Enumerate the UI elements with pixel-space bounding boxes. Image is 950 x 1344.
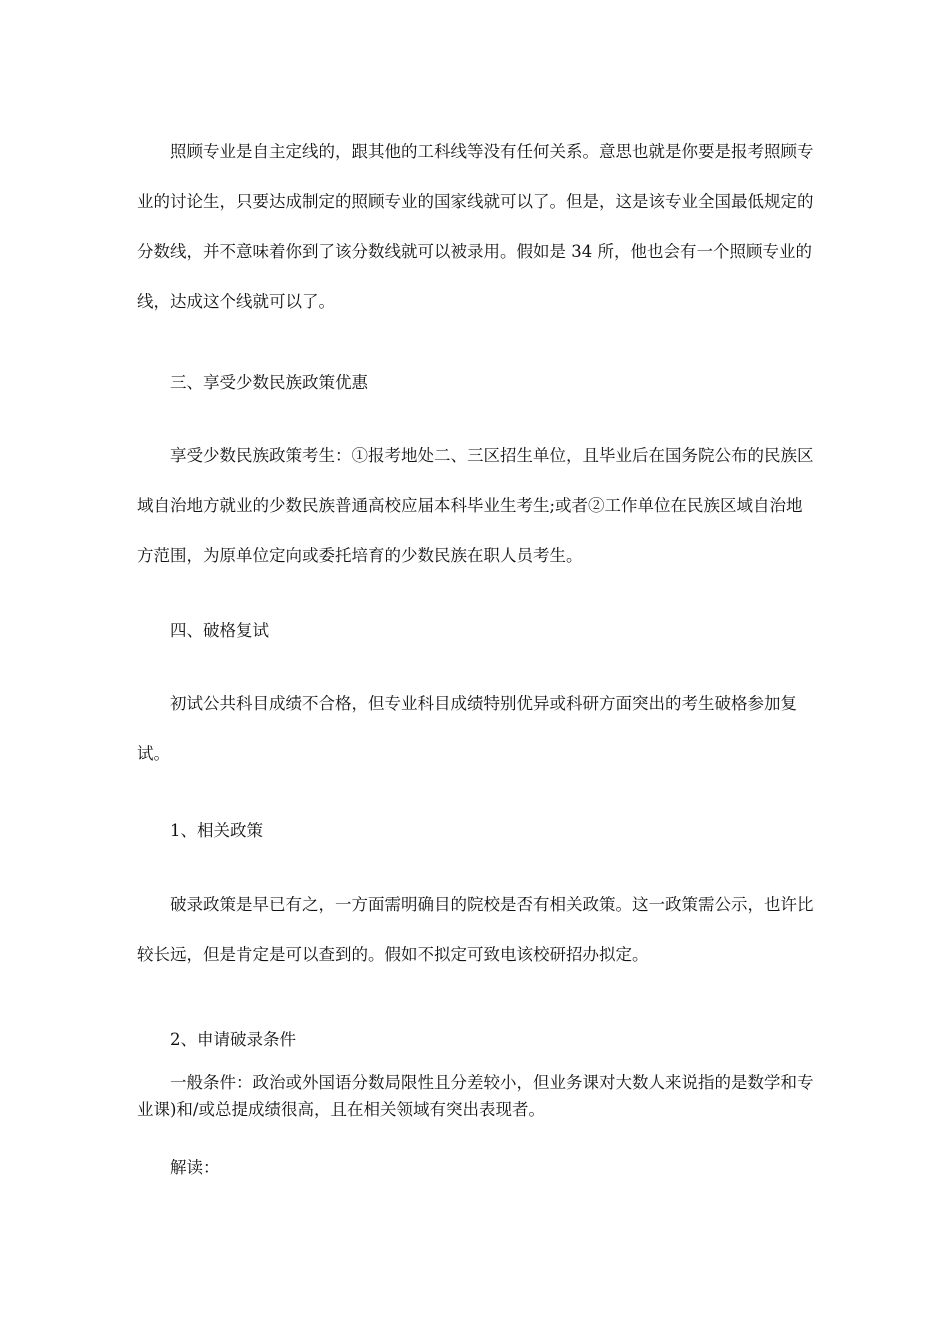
subheading-interpretation: 解读： — [170, 1158, 220, 1177]
paragraph-text: 初试公共科目成绩不合格，但专业科目成绩特别优异或科研方面突出的考生破格参加复试。 — [137, 694, 797, 763]
paragraph-text: 破录政策是早已有之，一方面需明确目的院校是否有相关政策。这一政策需公示，也许比较长远，但是肯定是可以查到的。假如不拟定可致电该校研招办拟定。 — [137, 895, 814, 964]
subheading-related-policy: 1、相关政策 — [170, 821, 263, 840]
section-heading-exceptional-retest: 四、破格复试 — [170, 621, 269, 640]
paragraph-ethnic-policy — [137, 431, 819, 581]
subheading-application-conditions: 2、申请破录条件 — [170, 1030, 296, 1049]
paragraph-text: 享受少数民族政策考生：①报考地处二、三区招生单位，且毕业后在国务院公布的民族区域自治地方就业的少数民族普通高校应届本科毕业生考生;或者②工作单位在民族区域自治地方范围，为原单位定向或委托培育的少数民族在职人员考生。 — [137, 446, 814, 565]
paragraph-related-policy — [137, 880, 819, 980]
paragraph-specialty-line — [137, 127, 819, 327]
paragraph-exceptional-retest — [137, 679, 819, 779]
paragraph-general-conditions — [137, 1069, 819, 1123]
paragraph-text: 照顾专业是自主定线的，跟其他的工科线等没有任何关系。意思也就是你要是报考照顾专业的讨论生，只要达成制定的照顾专业的国家线就可以了。但是，这是该专业全国最低规定的分数线，并不意味着你到了该分数线就可以被录用。假如是 34 所，他也会有一个照顾专业的线，达成这个线就可以了。 — [137, 142, 814, 311]
section-heading-ethnic-policy: 三、享受少数民族政策优惠 — [170, 373, 368, 392]
paragraph-text: 一般条件：政治或外国语分数局限性且分差较小，但业务课对大数人来说指的是数学和专业课)和/或总提成绩很高，且在相关领域有突出表现者。 — [137, 1073, 814, 1119]
